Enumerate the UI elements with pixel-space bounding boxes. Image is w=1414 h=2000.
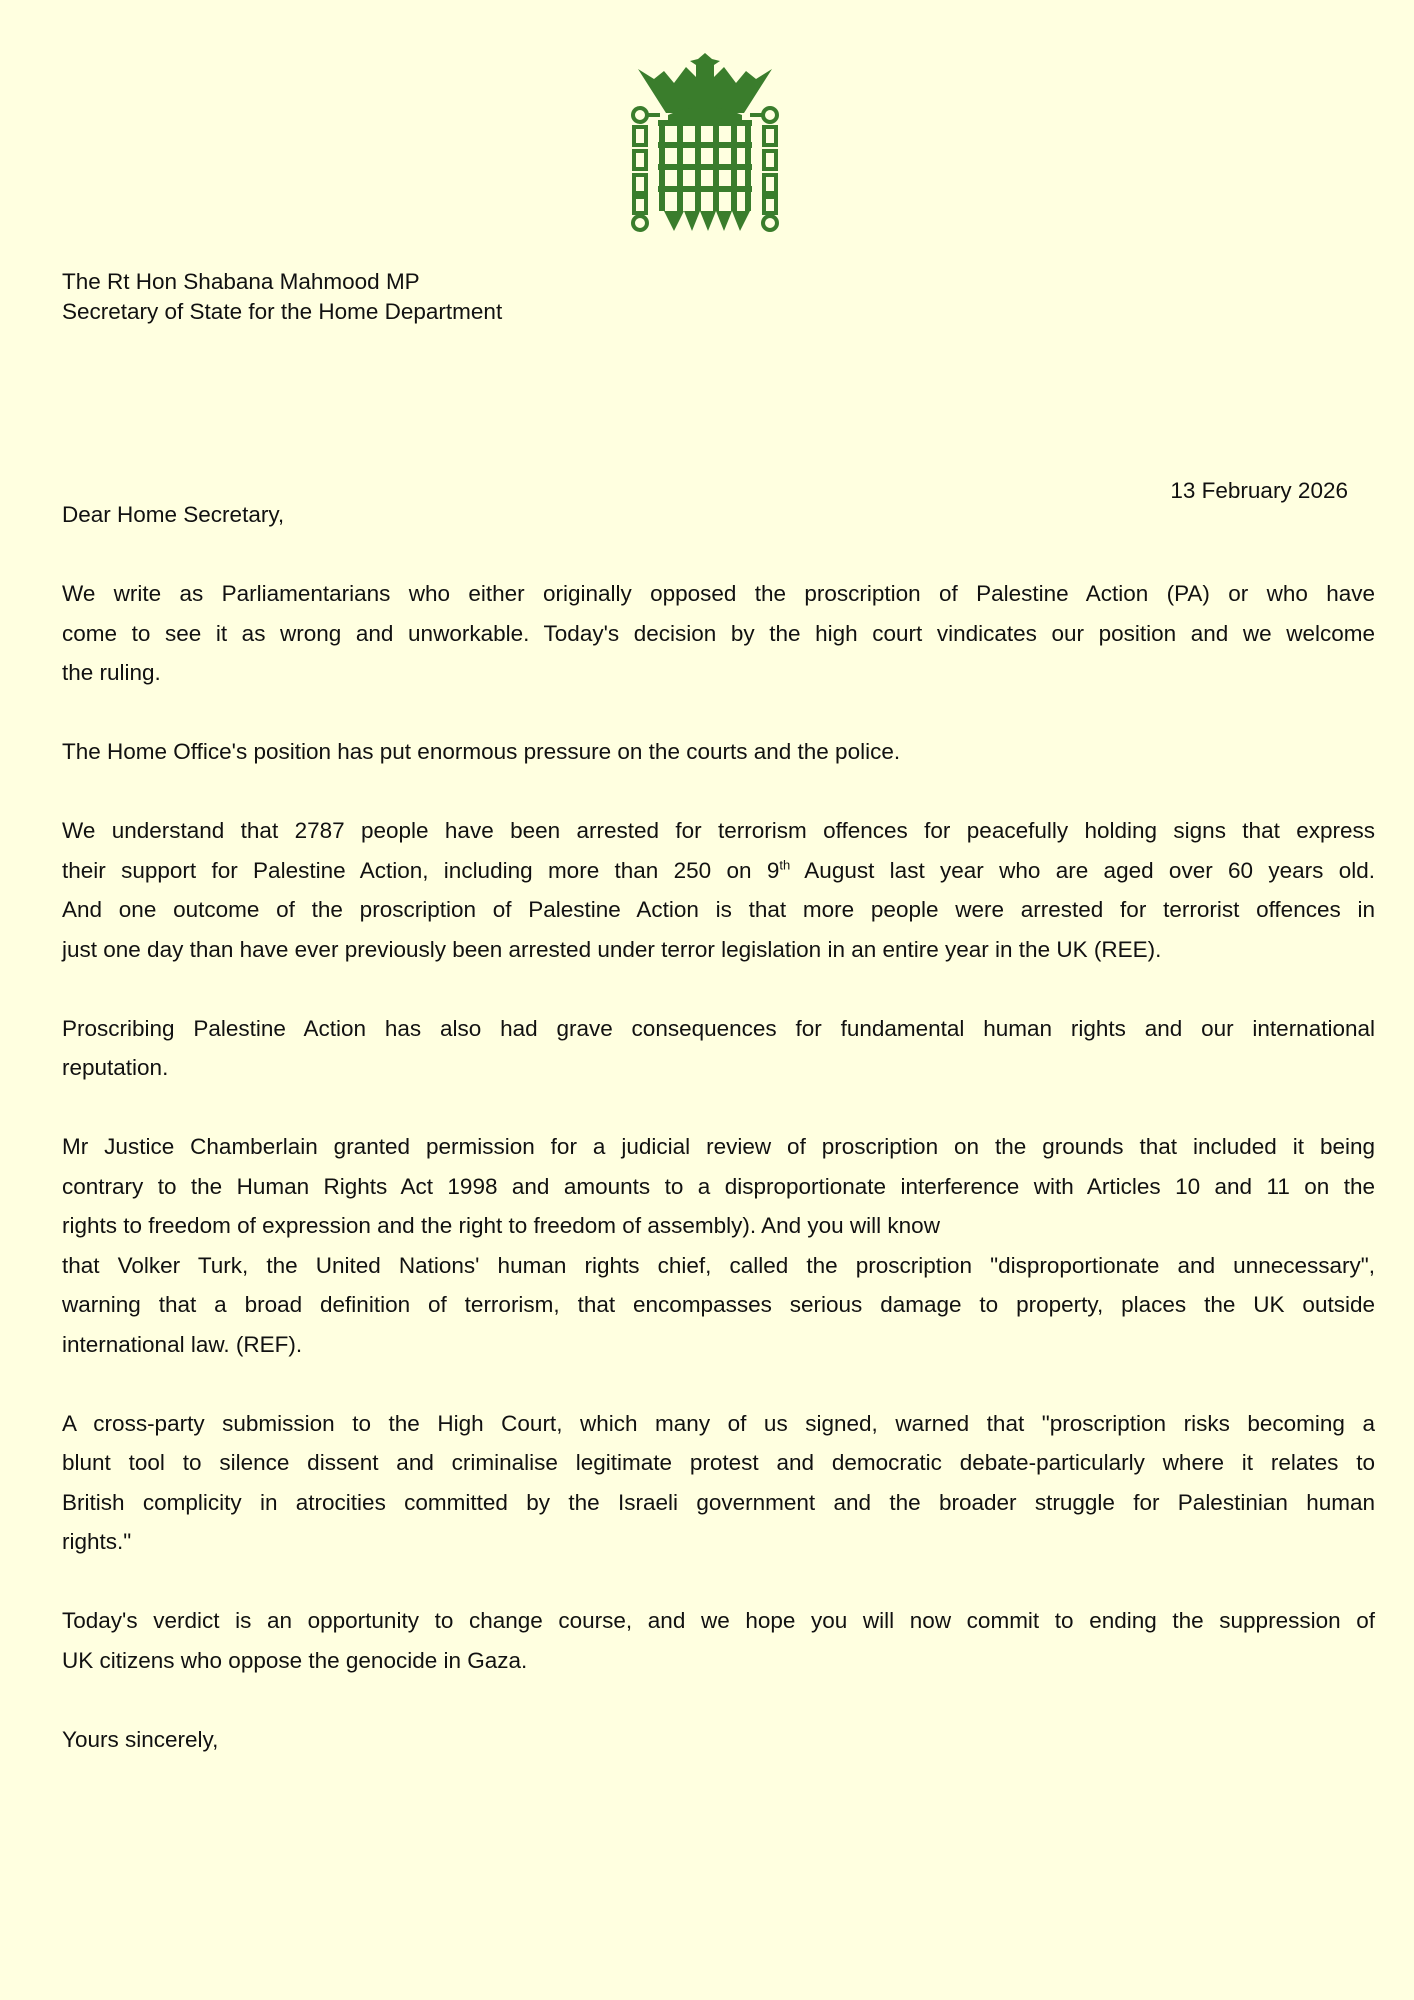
text-line: warning that a broad definition of terrorism, that encompasses serious damage to property, places the UK outside: [62, 1292, 1375, 1317]
text-line: just one day than have ever previously been arrested under terror legislation in an entire year in the UK (REE).: [62, 936, 1162, 962]
text-line: We understand that 2787 people have been arrested for terrorism offences for peacefully holding signs that express: [62, 818, 1375, 843]
paragraph-gap: [62, 1562, 1375, 1602]
text-line: Dear Home Secretary,: [62, 502, 285, 527]
text-line: Proscribing Palestine Action has also had grave consequences for fundamental human rights and our international: [62, 1015, 1375, 1041]
text-line: Mr Justice Chamberlain granted permission for a judicial review of proscription on the grounds that included it being: [62, 1134, 1375, 1159]
paragraph-gap: [62, 969, 1375, 1009]
paragraph-gap: [62, 693, 1375, 733]
letter-body: [62, 495, 1375, 1759]
text-line: reputation.: [62, 1055, 169, 1080]
text-segment: August last year who are aged over 60 years old.: [790, 857, 1375, 883]
paragraph-gap: [62, 772, 1375, 812]
text-line: UK citizens who oppose the genocide in Gaza.: [62, 1647, 528, 1673]
letter-date: 13 February 2026: [1170, 478, 1348, 503]
text-line: come to see it as wrong and unworkable. Today's decision by the high court vindicates our position and we welcome: [62, 620, 1375, 646]
text-line: international law. (REF).: [62, 1331, 303, 1357]
text-line: rights.": [62, 1529, 132, 1554]
text-line: British complicity in atrocities committed by the Israeli government and the broader struggle for Palestinian human: [62, 1489, 1375, 1515]
paragraph-gap: [62, 1364, 1375, 1404]
paragraph-gap: [62, 1088, 1375, 1128]
portcullis-logo: [628, 51, 782, 237]
text-line: rights to freedom of expression and the right to freedom of assembly). And you will know: [62, 1213, 940, 1238]
text-line: Yours sincerely,: [62, 1726, 219, 1752]
recipient-title: Secretary of State for the Home Department: [62, 299, 503, 324]
paragraph-gap: [62, 535, 1375, 575]
ordinal-suffix: th: [779, 857, 791, 872]
text-segment: their support for Palestine Action, including more than 250 on 9: [62, 857, 780, 883]
paragraph-gap: [62, 1680, 1375, 1720]
text-line: Today's verdict is an opportunity to change course, and we hope you will now commit to ending the suppression of: [62, 1608, 1375, 1633]
text-line: the ruling.: [62, 660, 161, 685]
text-line: The Home Office's position has put enormous pressure on the courts and the police.: [62, 739, 901, 764]
recipient-name: The Rt Hon Shabana Mahmood MP: [62, 269, 420, 294]
text-line: blunt tool to silence dissent and criminalise legitimate protest and democratic debate-particularly where it relates to: [62, 1450, 1375, 1475]
text-line: And one outcome of the proscription of Palestine Action is that more people were arrested for terrorist offences in: [62, 897, 1375, 922]
text-line: We write as Parliamentarians who either originally opposed the proscription of Palestine Action (PA) or who have: [62, 581, 1375, 606]
text-line: that Volker Turk, the United Nations' human rights chief, called the proscription "disproportionate and unnecessary",: [62, 1252, 1375, 1278]
text-line: A cross-party submission to the High Court, which many of us signed, warned that "proscription risks becoming a: [62, 1410, 1375, 1436]
text-line: contrary to the Human Rights Act 1998 and amounts to a disproportionate interference with Articles 10 and 11 on the: [62, 1173, 1375, 1199]
text-line: [62, 851, 1375, 891]
